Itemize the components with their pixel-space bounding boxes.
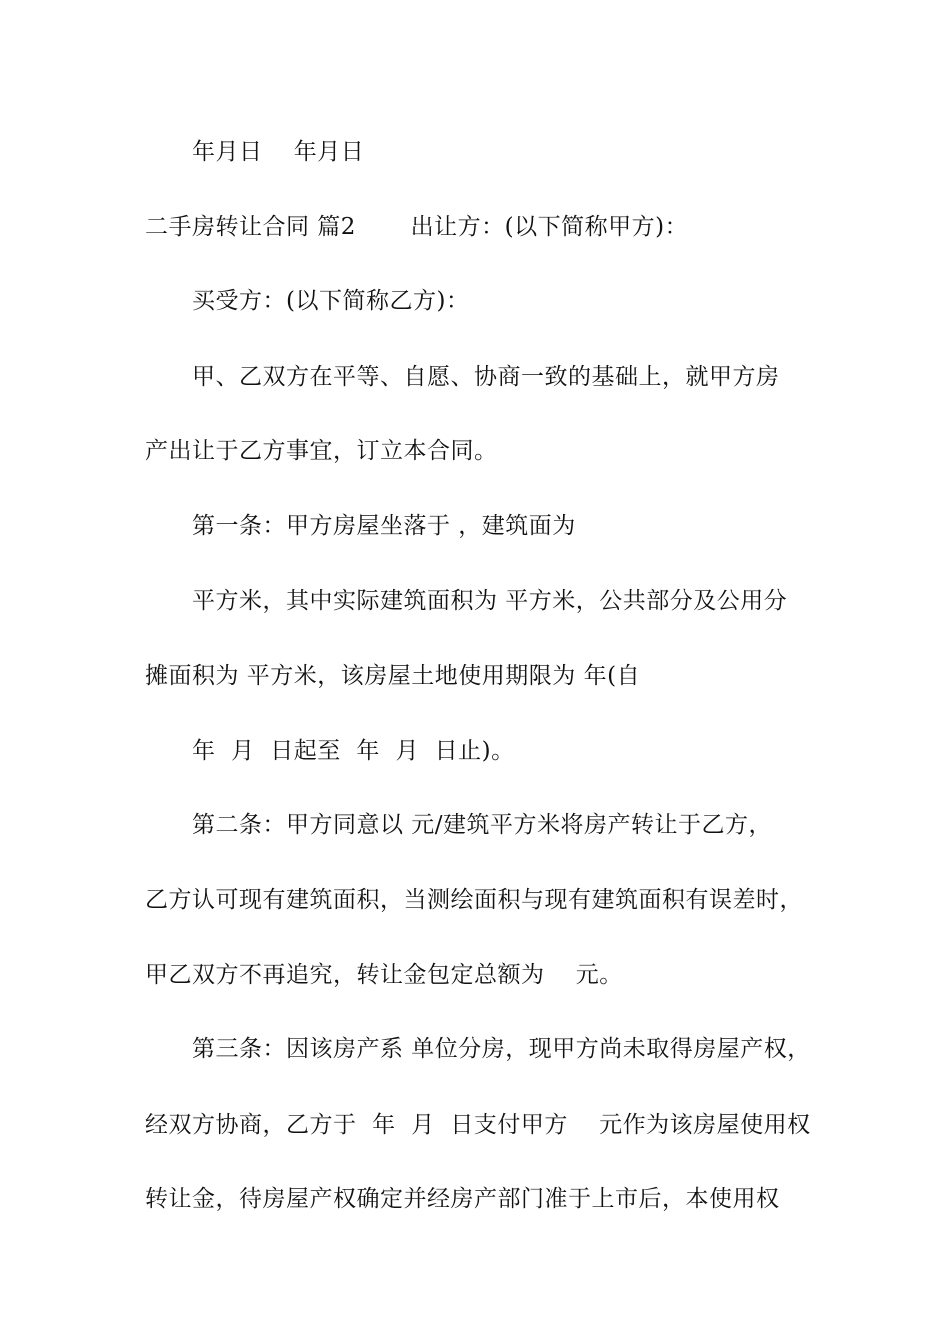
article-one-line-3: 摊面积为 平方米，该房屋土地使用期限为 年(自 xyxy=(145,663,641,689)
preamble-line-2: 产出让于乙方事宜，订立本合同。 xyxy=(145,438,498,464)
preamble-line-1: 甲、乙双方在平等、自愿、协商一致的基础上，就甲方房 xyxy=(192,364,780,390)
article-one-line-1: 第一条：甲方房屋坐落于 ，建筑面为 xyxy=(192,513,576,539)
article-two-line-2: 乙方认可现有建筑面积，当测绘面积与现有建筑面积有误差时， xyxy=(145,887,803,913)
article-three-line-1: 第三条：因该房产系 单位分房，现甲方尚未取得房屋产权， xyxy=(192,1036,811,1062)
article-three-line-3: 转让金，待房屋产权确定并经房产部门准于上市后，本使用权 xyxy=(145,1186,780,1212)
buyer-line: 买受方：(以下简称乙方)： xyxy=(192,288,470,314)
contract-heading-line: 二手房转让合同 篇2 出让方：(以下简称甲方)： xyxy=(145,214,689,240)
article-two-line-3: 甲乙双方不再追究，转让金包定总额为 元。 xyxy=(145,962,623,988)
article-two-line-1: 第二条：甲方同意以 元/建筑平方米将房产转让于乙方， xyxy=(192,812,773,838)
article-one-line-4: 年 月 日起至 年 月 日止)。 xyxy=(192,738,515,764)
article-three-line-2: 经双方协商，乙方于 年 月 日支付甲方 元作为该房屋使用权 xyxy=(145,1112,811,1138)
article-one-line-2: 平方米，其中实际建筑面积为 平方米，公共部分及公用分 xyxy=(192,588,788,614)
signature-date-line: 年月日 年月日 xyxy=(192,139,365,165)
